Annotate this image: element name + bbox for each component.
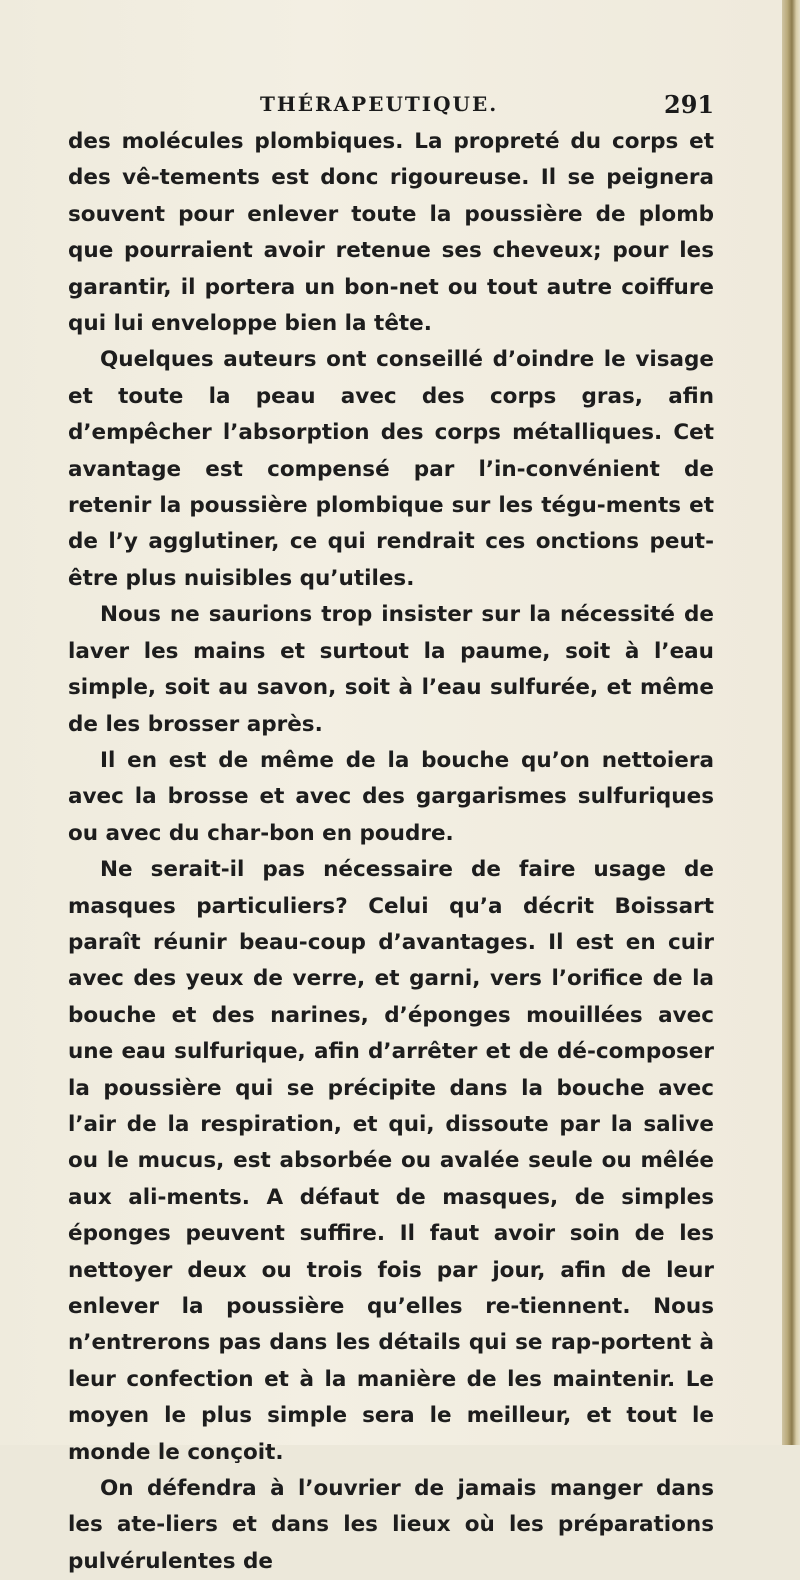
paragraph-1: des molécules plombiques. La propreté du corps et des vê-tements est donc rigoureuse. Il se peignera souvent pour enlever toute la poussière de plomb que pourraient avoir retenue ses cheveux; pour les garantir, il portera un bon-net ou tout autre coiffure qui lui enveloppe bien la tête.	[68, 129, 714, 337]
page-header	[0, 92, 782, 122]
running-title: THÉRAPEUTIQUE.	[260, 92, 499, 116]
body-text	[68, 124, 714, 1580]
paragraph-3: Nous ne saurions trop insister sur la nécessité de laver les mains et surtout la paume, soit à l’eau simple, soit au savon, soit à l’eau sulfurée, et même de les brosser après.	[68, 602, 714, 737]
page-edge-binding	[782, 0, 800, 1445]
paragraph-5: Ne serait-il pas nécessaire de faire usage de masques particuliers? Celui qu’a décrit Boissart paraît réunir beau-coup d’avantages. Il est en cuir avec des yeux de verre, et garni, vers l’orifice de la bouche et des narines, d’éponges mouillées avec une eau sulfurique, afin d’arrêter et de dé-composer la poussière qui se précipite dans la bouche avec l’air de la respiration, et qui, dissoute par la salive ou le mucus, est absorbée ou avalée seule ou mêlée aux ali-ments. A défaut de masques, de simples éponges peuvent suffire. Il faut avoir soin de les nettoyer deux ou trois fois par jour, afin de leur enlever la poussière qu’elles re-tiennent. Nous n’entrerons pas dans les détails qui se rap-portent à leur confection et à la manière de les maintenir. Le moyen le plus simple sera le meilleur, et tout le monde le conçoit.	[68, 857, 714, 1465]
paragraph-2: Quelques auteurs ont conseillé d’oindre le visage et toute la peau avec des corps gras, afin d’empêcher l’absorption des corps métalliques. Cet avantage est compensé par l’in-convénient de retenir la poussière plombique sur les tégu-ments et de l’y agglutiner, ce qui rendrait ces onctions peut-être plus nuisibles qu’utiles.	[68, 347, 714, 591]
paragraph-4: Il en est de même de la bouche qu’on nettoiera avec la brosse et avec des gargarismes sulfuriques ou avec du char-bon en poudre.	[68, 747, 714, 846]
paragraph-6: On défendra à l’ouvrier de jamais manger dans les ate-liers et dans les lieux où les préparations pulvérulentes de	[68, 1476, 714, 1574]
page-number: 291	[664, 90, 715, 119]
